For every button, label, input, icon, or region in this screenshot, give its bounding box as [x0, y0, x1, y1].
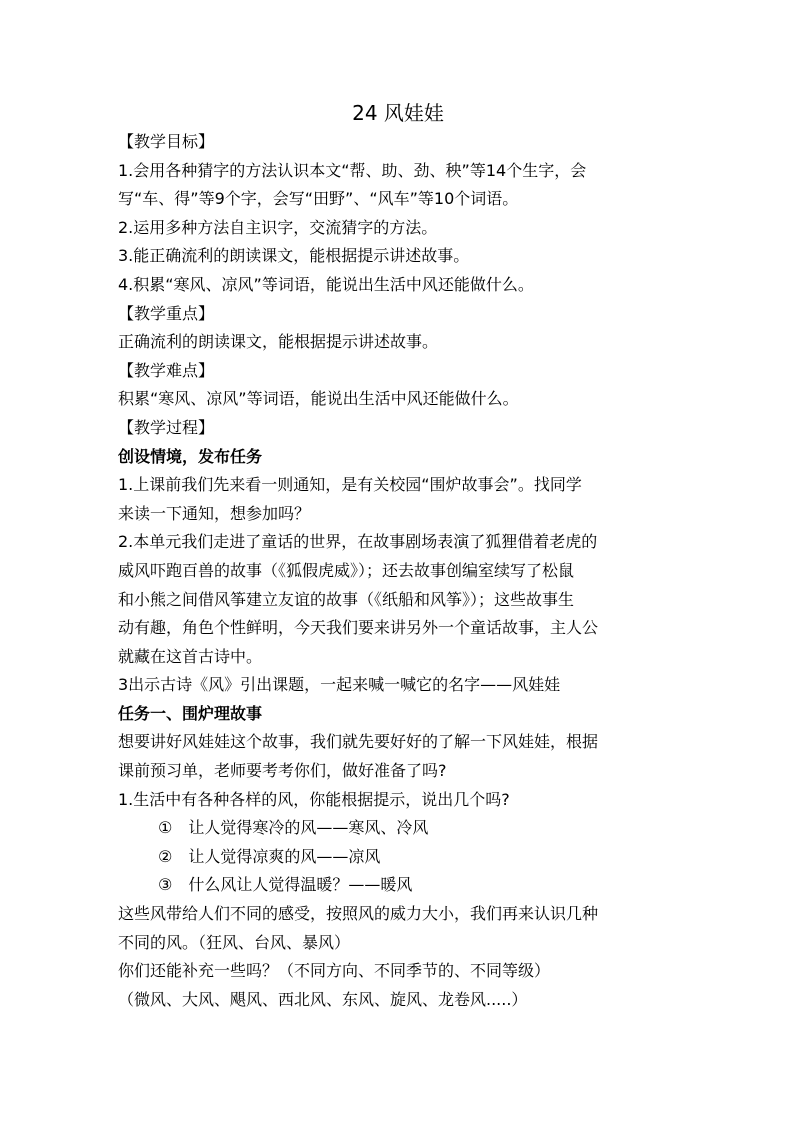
section1-line: 威风吓跑百兽的故事（《狐假虎威》）；还去故事创编室续写了松鼠: [118, 560, 575, 580]
process-heading: 【教学过程】: [118, 417, 215, 437]
goal-line: 1.会用各种猜字的方法认识本文“帮、助、劲、秧”等14个生字，会: [118, 160, 587, 180]
difficulty-text: 积累“寒风、凉风”等词语，能说出生活中风还能做什么。: [118, 389, 519, 409]
goal-line: 2.运用多种方法自主识字，交流猜字的方法。: [118, 217, 438, 237]
section1-line: 1.上课前我们先来看一则通知，是有关校园“围炉故事会”。找同学: [118, 475, 582, 495]
section2-intro-line: 1.生活中有各种各样的风，你能根据提示，说出几个吗?: [118, 789, 510, 809]
difficulty-heading: 【教学难点】: [118, 360, 215, 380]
key-heading: 【教学重点】: [118, 303, 215, 323]
section2-outro-line: （微风、大风、飓风、西北风、东风、旋风、龙卷风.....）: [118, 989, 528, 1009]
wind-list-item: ③ 什么风让人觉得温暖？——暖风: [158, 875, 413, 895]
section2-heading: 任务一、围炉理故事: [118, 703, 263, 723]
goals-heading: 【教学目标】: [118, 132, 215, 151]
wind-list-item: ① 让人觉得寒冷的风——寒风、冷风: [158, 818, 429, 838]
section1-heading: 创设情境，发布任务: [118, 446, 263, 466]
goal-line: 写“车、得”等9个字，会写“田野”、“风车”等10个词语。: [118, 189, 519, 209]
section1-line: 和小熊之间借风筝建立友谊的故事（《纸船和风筝》）；这些故事生: [118, 589, 575, 609]
section2-outro-line: 你们还能补充一些吗？（不同方向、不同季节的、不同等级）: [118, 961, 551, 981]
section2-outro-line: 不同的风。（狂风、台风、暴风）: [118, 932, 351, 952]
section1-line: 来读一下通知，想参加吗？: [118, 503, 311, 523]
document-title: 24 风娃娃: [352, 101, 444, 125]
section1-line: 就藏在这首古诗中。: [118, 646, 263, 666]
section2-intro-line: 想要讲好风娃娃这个故事，我们就先要好好的了解一下风娃娃，根据: [118, 732, 599, 752]
section2-intro-line: 课前预习单，老师要考考你们，做好准备了吗?: [118, 761, 447, 781]
goal-line: 3.能正确流利的朗读课文，能根据提示讲述故事。: [118, 246, 470, 266]
document-page: [118, 98, 678, 1014]
section1-line: 3出示古诗《风》引出课题，一起来喊一喊它的名字——风娃娃: [118, 675, 561, 695]
section1-line: 动有趣，角色个性鲜明，今天我们要来讲另外一个童话故事，主人公: [118, 618, 599, 638]
wind-list-item: ② 让人觉得凉爽的风——凉风: [158, 846, 381, 866]
goal-line: 4.积累“寒风、凉风”等词语，能说出生活中风还能做什么。: [118, 274, 534, 294]
key-text: 正确流利的朗读课文，能根据提示讲述故事。: [118, 332, 439, 352]
section2-outro-line: 这些风带给人们不同的感受，按照风的威力大小，我们再来认识几种: [118, 904, 599, 924]
section1-line: 2.本单元我们走进了童话的世界，在故事剧场表演了狐狸借着老虎的: [118, 532, 598, 552]
